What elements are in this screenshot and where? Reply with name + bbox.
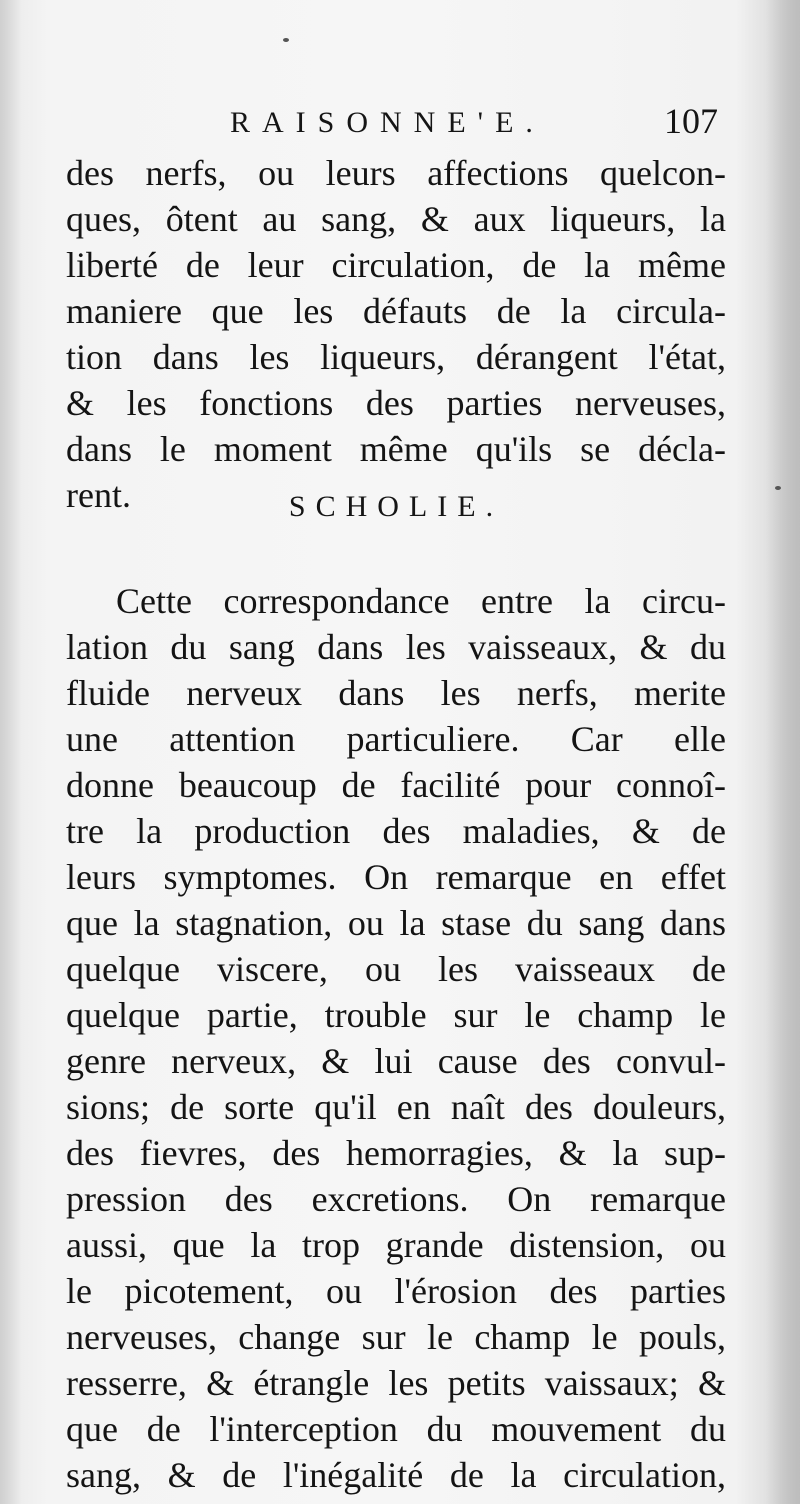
- text-line: des nerfs, ou leurs affections quelcon-: [66, 153, 726, 193]
- text-line: lation du sang dans les vaisseaux, & du: [66, 627, 726, 667]
- text-line: & les fonctions des parties nerveuses,: [66, 383, 726, 423]
- page-number: 107: [664, 101, 718, 141]
- text-line: ques, ôtent au sang, & aux liqueurs, la: [66, 199, 726, 239]
- text-line: Cette correspondance entre la circu-: [116, 581, 726, 621]
- text-line: tre la production des maladies, & de: [66, 811, 726, 851]
- paragraph-continued: [66, 150, 726, 518]
- section-heading: SCHOLIE.: [288, 490, 504, 523]
- running-head: [60, 100, 720, 150]
- text-line: maniere que les défauts de la circula-: [66, 291, 726, 331]
- page-edge-shadow: [766, 0, 800, 1504]
- page-gutter-shadow: [0, 0, 22, 1504]
- text-line: sang, & de l'inégalité de la circulation,: [66, 1455, 726, 1495]
- text-line: genre nerveux, & lui cause des convul-: [66, 1041, 726, 1081]
- ink-speck: [775, 486, 781, 490]
- ink-speck: [283, 38, 289, 42]
- text-line: que de l'interception du mouvement du: [66, 1409, 726, 1449]
- text-line: leurs symptomes. On remarque en effet: [66, 857, 726, 897]
- text-line: nerveuses, change sur le champ le pouls,: [66, 1317, 726, 1357]
- running-title: RAISONNE'E.: [230, 106, 545, 139]
- text-line: fluide nerveux dans les nerfs, merite: [66, 673, 726, 713]
- text-line: des fievres, des hemorragies, & la sup-: [66, 1133, 726, 1173]
- text-line: sions; de sorte qu'il en naît des douleurs,: [66, 1087, 726, 1127]
- text-line: liberté de leur circulation, de la même: [66, 245, 726, 285]
- text-line: dans le moment même qu'ils se décla-: [66, 429, 726, 469]
- text-line: quelque partie, trouble sur le champ le: [66, 995, 726, 1035]
- text-line: donne beaucoup de facilité pour connoî-: [66, 765, 726, 805]
- paragraph-scholie: [66, 578, 726, 1498]
- text-line: le picotement, ou l'érosion des parties: [66, 1271, 726, 1311]
- text-line: que la stagnation, ou la stase du sang dans: [66, 903, 726, 943]
- text-line: tion dans les liqueurs, dérangent l'état,: [66, 337, 726, 377]
- text-line: quelque viscere, ou les vaisseaux de: [66, 949, 726, 989]
- text-line: aussi, que la trop grande distension, ou: [66, 1225, 726, 1265]
- text-line: rent.: [66, 475, 131, 515]
- text-line: une attention particuliere. Car elle: [66, 719, 726, 759]
- text-line: resserre, & étrangle les petits vaissaux; &: [66, 1363, 726, 1403]
- text-line: pression des excretions. On remarque: [66, 1179, 726, 1219]
